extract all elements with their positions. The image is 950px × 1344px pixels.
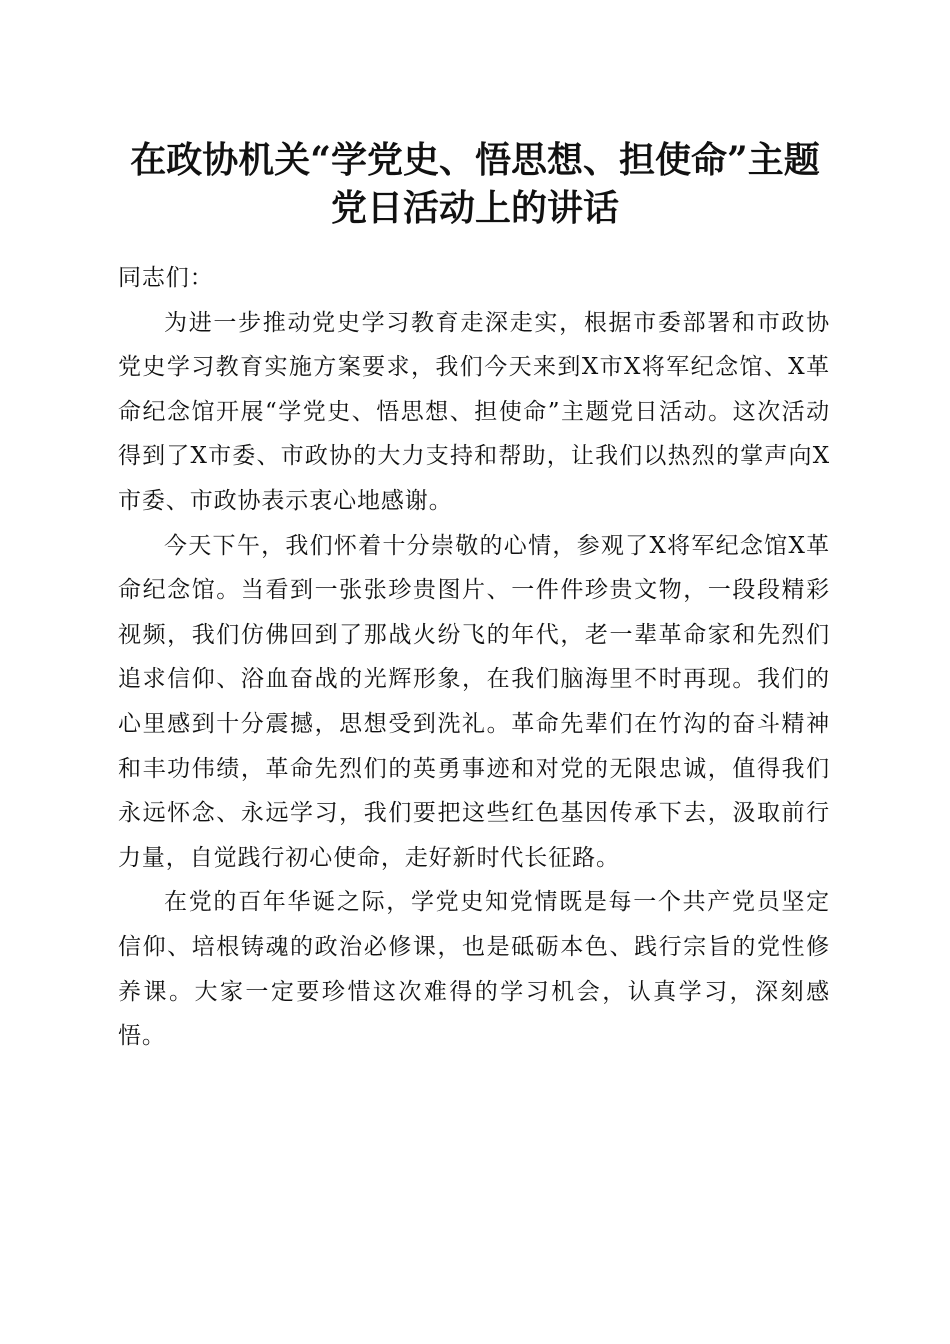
document-body bbox=[118, 256, 830, 1059]
document-title-line-2: 党日活动上的讲话 bbox=[330, 187, 619, 229]
paragraph-1: 为进一步推动党史学习教育走深走实，根据市委部署和市政协党史学习教育实施方案要求，我们今天来到X市X将军纪念馆、X革命纪念馆开展“学党史、悟思想、担使命”主题党日活动。这次活动得到了X市委、市政协的大力支持和帮助，让我们以热烈的掌声向X市委、市政协表示衷心地感谢。 bbox=[118, 309, 830, 514]
paragraph-3: 在党的百年华诞之际，学党史知党情既是每一个共产党员坚定信仰、培根铸魂的政治必修课，也是砥砺本色、践行宗旨的党性修养课。大家一定要珍惜这次难得的学习机会，认真学习，深刻感悟。 bbox=[118, 889, 830, 1050]
paragraph-2: 今天下午，我们怀着十分崇敬的心情，参观了X将军纪念馆X革命纪念馆。当看到一张张珍贵图片、一件件珍贵文物，一段段精彩视频，我们仿佛回到了那战火纷飞的年代，老一辈革命家和先烈们追求信仰、浴血奋战的光辉形象，在我们脑海里不时再现。我们的心里感到十分震撼，思想受到洗礼。革命先辈们在竹沟的奋斗精神和丰功伟绩，革命先烈们的英勇事迹和对党的无限忠诚，值得我们永远怀念、永远学习，我们要把这些红色基因传承下去，汲取前行力量，自觉践行初心使命，走好新时代长征路。 bbox=[118, 532, 830, 871]
salutation: 同志们： bbox=[118, 265, 214, 291]
document-title-line-1: 在政协机关“学党史、悟思想、担使命”主题 bbox=[130, 139, 820, 181]
